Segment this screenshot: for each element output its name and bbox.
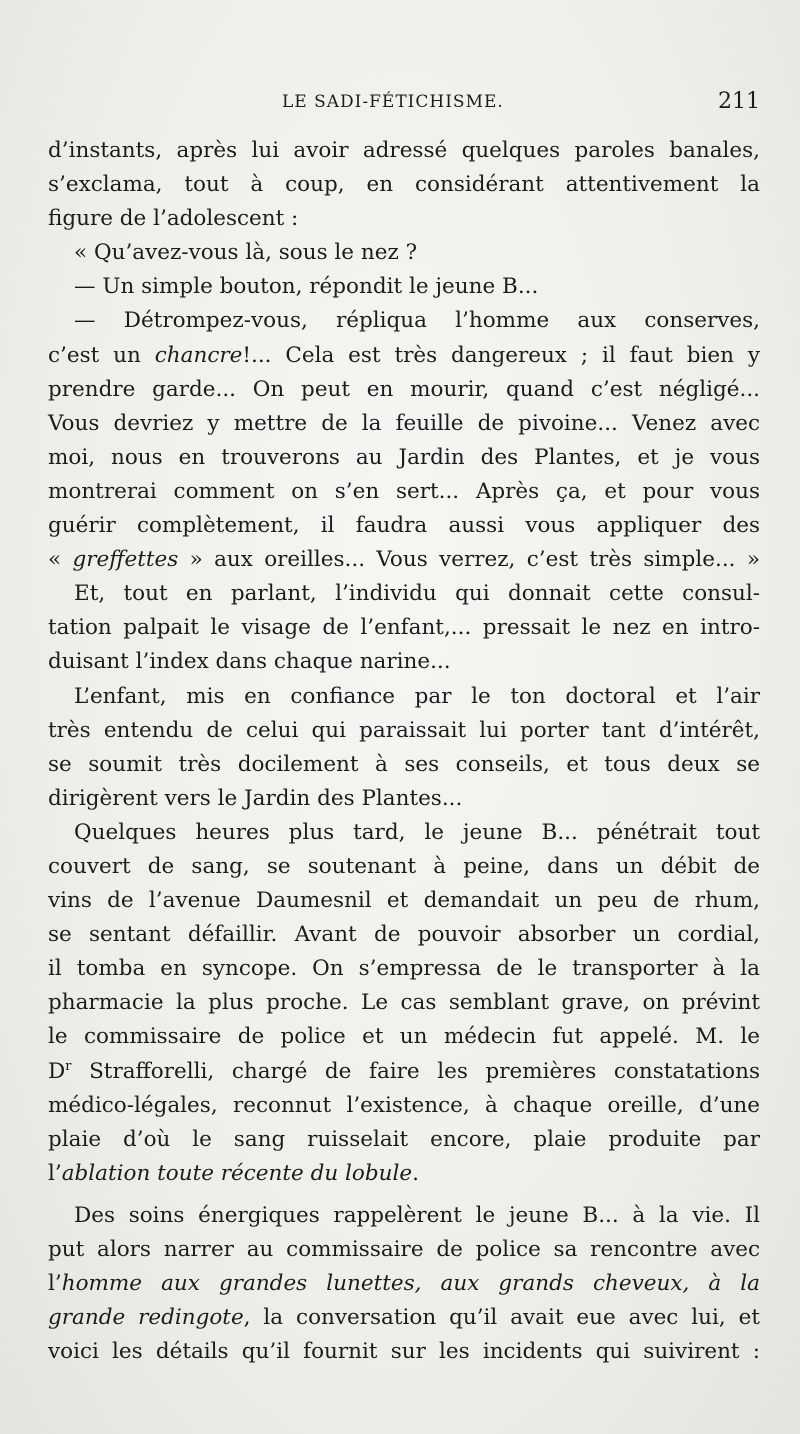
text-line	[48, 304, 760, 338]
text-line	[48, 475, 760, 509]
text-run: dirigèrent vers le Jardin des Plantes...	[48, 785, 463, 811]
text-run: r	[65, 1058, 72, 1074]
text-line	[48, 168, 760, 202]
text-line	[48, 373, 760, 407]
text-run: Strafforelli, chargé de faire les premières constatations	[71, 1058, 760, 1084]
text-run: d’instants, après lui avoir adressé quelques paroles banales,	[48, 138, 760, 163]
text-line	[48, 1055, 760, 1089]
text-run: « Qu’avez-vous là, sous le nez ?	[74, 240, 418, 266]
text-run: Et, tout en parlant, l’individu qui donnait cette consul-	[74, 581, 760, 607]
text-run: Des soins énergiques rappelèrent le jeune B... à la vie. Il	[74, 1202, 760, 1228]
text-line	[48, 714, 760, 748]
text-line	[48, 952, 760, 986]
text-run: prendre garde... On peut en mourir, quand c’est négligé...	[48, 376, 760, 402]
text-run: très entendu de celui qui paraissait lui porter tant d’intérêt,	[48, 717, 760, 743]
text-line	[48, 918, 760, 952]
running-title: LE SADI-FÉTICHISME.	[282, 92, 504, 112]
text-line	[48, 782, 760, 816]
italic-text: greffettes	[72, 547, 179, 573]
text-run: «	[48, 547, 73, 573]
text-run: duisant l’index dans chaque narine...	[48, 649, 451, 675]
paragraph-gap	[48, 1191, 760, 1199]
text-run: — Un simple bouton, répondit le jeune B...	[74, 274, 539, 300]
text-run: médico-légales, reconnut l’existence, à chaque oreille, d’une	[48, 1092, 760, 1118]
text-line	[48, 1020, 760, 1054]
text-line	[48, 577, 760, 611]
text-run: guérir complètement, il faudra aussi vous appliquer des	[48, 513, 760, 539]
text-run: s’exclama, tout à coup, en considérant attentivement la	[48, 172, 760, 198]
text-line	[48, 236, 760, 270]
italic-text: ablation toute récente du lobule	[61, 1160, 413, 1186]
text-line	[48, 680, 760, 714]
text-line	[48, 1267, 760, 1301]
text-run: put alors narrer au commissaire de police sa rencontre avec	[48, 1237, 760, 1262]
italic-text: chancre	[154, 342, 243, 368]
text-line	[48, 986, 760, 1020]
text-run: figure de l’adolescent :	[48, 206, 299, 232]
text-run: montrerai comment on s’en sert... Après ça, et pour vous	[48, 478, 760, 504]
text-run: — Détrompez-vous, répliqua l’homme aux conserves,	[74, 308, 760, 334]
text-run: l’	[48, 1271, 62, 1297]
text-run: moi, nous en trouverons au Jardin des Plantes, et je vous	[48, 444, 760, 470]
body-text	[48, 134, 760, 1369]
text-line	[48, 543, 760, 577]
text-run: couvert de sang, se soutenant à peine, dans un débit de	[48, 853, 760, 879]
text-run: » aux oreilles... Vous verrez, c’est très simple... »	[178, 547, 760, 573]
text-line	[48, 1089, 760, 1123]
text-run: D	[48, 1058, 66, 1084]
text-line	[48, 816, 760, 850]
text-run: !... Cela est très dangereux ; il faut bien y	[242, 342, 761, 368]
text-line	[48, 339, 760, 373]
text-run: voici les détails qu’il fournit sur les incidents qui suivirent :	[48, 1339, 760, 1365]
text-line	[48, 407, 760, 441]
text-run: se soumit très docilement à ses conseils, et tous deux se	[48, 751, 760, 777]
text-run: Vous devriez y mettre de la feuille de pivoine... Venez avec	[48, 410, 760, 436]
text-run: L’enfant, mis en confiance par le ton doctoral et l’air	[74, 683, 760, 709]
italic-text: homme aux grandes lunettes, aux grands cheveux, à la	[61, 1271, 760, 1297]
text-run: se sentant défaillir. Avant de pouvoir absorber un cordial,	[48, 922, 760, 948]
text-line	[48, 1335, 760, 1369]
text-line	[48, 1157, 760, 1191]
text-line	[48, 509, 760, 543]
text-line	[48, 202, 760, 236]
text-run: il tomba en syncope. On s’empressa de le transporter à la	[48, 956, 760, 982]
text-line	[48, 645, 760, 679]
text-run: l’	[48, 1160, 62, 1186]
text-line	[48, 748, 760, 782]
text-run: , la conversation qu’il avait eue avec lui, et	[243, 1305, 760, 1331]
text-line	[48, 884, 760, 918]
text-line	[48, 1233, 760, 1267]
text-line	[48, 1123, 760, 1157]
text-run: plaie d’où le sang ruisselait encore, plaie produite par	[48, 1126, 760, 1152]
text-run: tation palpait le visage de l’enfant,... pressait le nez en intro-	[48, 615, 760, 641]
text-run: pharmacie la plus proche. Le cas semblant grave, on prévint	[48, 990, 760, 1016]
text-line	[48, 1301, 760, 1335]
text-line	[48, 850, 760, 884]
text-line	[48, 134, 760, 168]
page-header	[48, 89, 760, 122]
text-line	[48, 1199, 760, 1233]
italic-text: grande redingote	[48, 1305, 244, 1331]
text-run: c’est un	[48, 342, 155, 368]
text-run: Quelques heures plus tard, le jeune B... pénétrait tout	[74, 819, 760, 845]
text-line	[48, 441, 760, 475]
text-line	[48, 611, 760, 645]
page-number: 211	[718, 89, 760, 114]
text-run: .	[412, 1160, 419, 1186]
text-line	[48, 270, 760, 304]
text-run: vins de l’avenue Daumesnil et demandait un peu de rhum,	[48, 888, 760, 914]
text-run: le commissaire de police et un médecin fut appelé. M. le	[48, 1024, 760, 1050]
